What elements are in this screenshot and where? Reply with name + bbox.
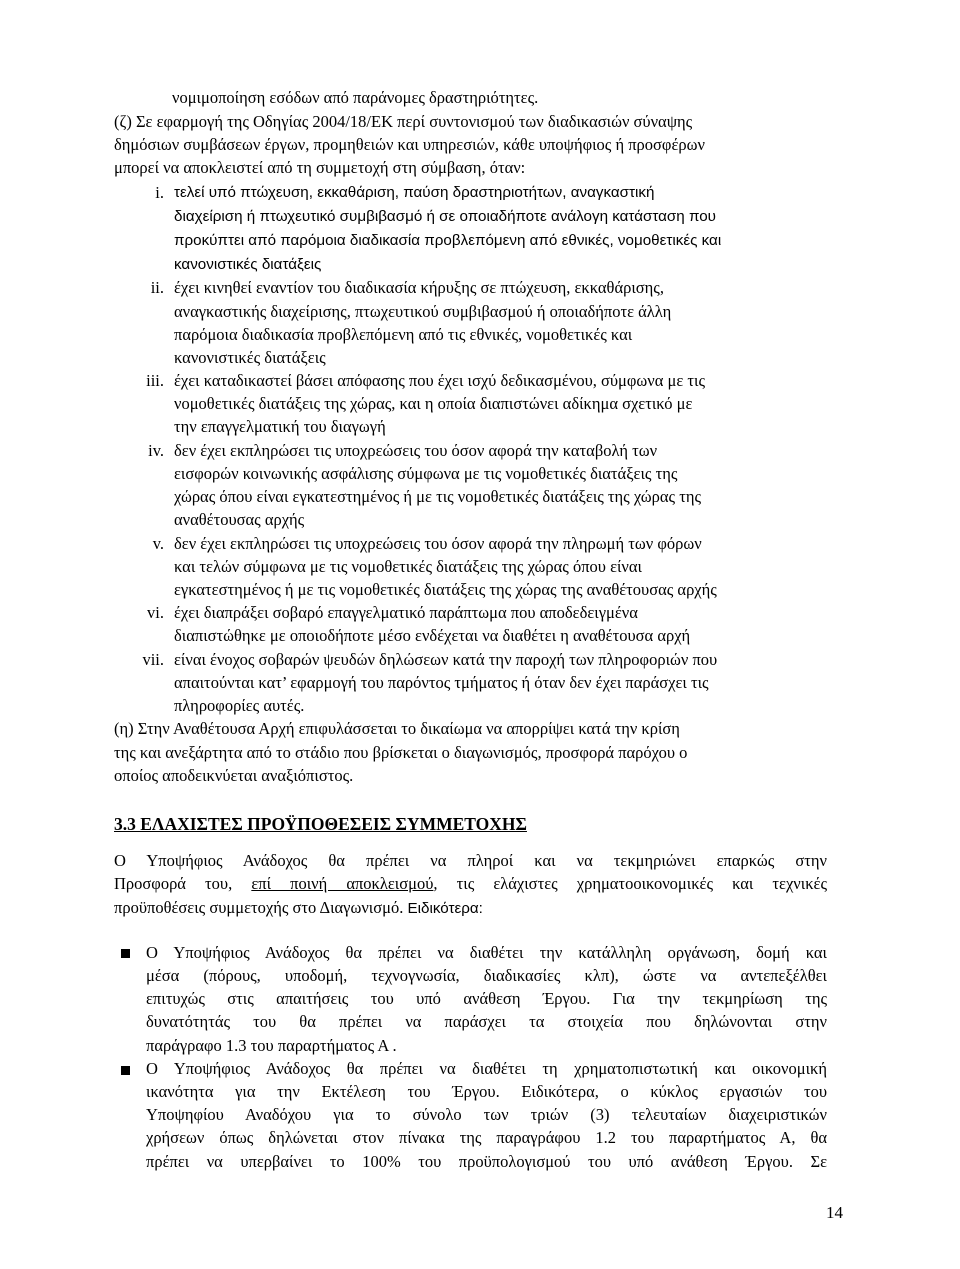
list-item-number: iii. [146,371,164,390]
list-item-line: παρόμοια διαδικασία προβλεπόμενη από τις εθνικές, νομοθετικές και [174,325,633,344]
paragraph-z-line-2: δημόσιων συμβάσεων έργων, προμηθειών και υπηρεσιών, κάθε υποψήφιος ή προσφέρων [114,135,705,154]
intro-line-1: Ο Υποψήφιος Ανάδοχος θα πρέπει να πληροί και να τεκμηριώνει επαρκώς στην [114,851,827,870]
intro-line-2 [114,873,827,895]
list-item-number: v. [152,534,164,553]
bullet-line: μέσα (πόρους, υποδομή, τεχνογνωσία, διαδικασίες κλπ), ώστε να αντεπεξέλθει [146,966,827,985]
paragraph-eta-line-2: της και ανεξάρτητα από το στάδιο που βρίσκεται ο διαγωνισμός, προσφορά παρόχου ο [114,743,688,762]
list-item-line: εγκατεστημένος ή με τις νομοθετικές διατάξεις της χώρας της αναθέτουσας αρχής [174,580,717,599]
bullet-line: Ο Υποψήφιος Ανάδοχος θα πρέπει να διαθέτει τη χρηματοπιστωτική και οικονομική [146,1059,827,1078]
list-item-line: και τελών σύμφωνα με τις νομοθετικές διατάξεις της χώρας όπου είναι [174,557,642,576]
paragraph-z-line-1: (ζ) Σε εφαρμογή της Οδηγίας 2004/18/ΕΚ περί συντονισμού των διαδικασιών σύναψης [114,112,693,131]
list-item-number: vii. [142,650,164,669]
list-item-line: διαπιστώθηκε με οποιοδήποτε μέσο ενδέχεται να διαθέτει η αναθέτουσα αρχή [174,626,691,645]
list-item-line: αναγκαστικής διαχείρισης, πτωχευτικού συμβιβασμού ή οποιαδήποτε άλλη [174,302,672,321]
bullet-line: παράγραφο 1.3 του παραρτήματος Α . [146,1036,397,1055]
paragraph-z-line-3: μπορεί να αποκλειστεί από τη συμμετοχή στη σύμβαση, όταν: [114,158,526,177]
continuation-text: νομιμοποίηση εσόδων από παράνομες δραστηριότητες. [172,88,539,107]
list-item-line: εισφορών κοινωνικής ασφάλισης σύμφωνα με τις νομοθετικές διατάξεις της [174,464,678,483]
list-item-line: χώρας όπου είναι εγκατεστημένος ή με τις νομοθετικές διατάξεις της χώρας της [174,487,701,506]
square-bullet-icon [121,949,130,958]
list-item-number: vi. [147,603,164,622]
bullet-line: Ο Υποψήφιος Ανάδοχος θα πρέπει να διαθέτει την κατάλληλη οργάνωση, δομή και [146,943,827,962]
list-item-number: iv. [148,441,164,460]
intro-text: προϋποθέσεις συμμετοχής στο Διαγωνισμό. [114,898,408,917]
bullet-line: Υποψηφίου Αναδόχου για το σύνολο των τριών (3) τελευταίων διαχειριστικών [146,1105,827,1124]
list-item-line: νομοθετικές διατάξεις της χώρας, και η οποία διαπιστώνει αδίκημα σχετικό με [174,394,693,413]
intro-text: , τις ελάχιστες χρηματοοικονομικές και τεχνικές [433,874,827,893]
intro-text: Ειδικότερα: [407,900,483,917]
list-item-line: έχει κινηθεί εναντίον του διαδικασία κήρυξης σε πτώχευση, εκκαθάρισης, [174,278,664,297]
list-item-line: κανονιστικές διατάξεις [174,256,322,273]
list-item-line: διαχείριση ή πτωχευτικό συμβιβασμό ή σε οποιαδήποτε ανάλογη κατάσταση που [174,208,716,225]
list-item-line: έχει διαπράξει σοβαρό επαγγελματικό παράπτωμα που αποδεδειγμένα [174,603,638,622]
list-item-number: ii. [150,278,164,297]
list-item-line: αναθέτουσας αρχής [174,510,305,529]
paragraph-eta-line-3: οποίος αποδεικνύεται αναξιόπιστος. [114,766,354,785]
list-item-line: δεν έχει εκπληρώσει τις υποχρεώσεις του όσον αφορά την πληρωμή των φόρων [174,534,702,553]
bullet-line: ικανότητα για την Εκτέλεση του Έργου. Ειδικότερα, ο κύκλος εργασιών του [146,1082,827,1101]
list-item-line: προκύπτει από παρόμοια διαδικασία προβλεπόμενη από εθνικές, νομοθετικές και [174,232,722,249]
list-item-line: την επαγγελματική του διαγωγή [174,417,386,436]
bullet-line: πρέπει να υπερβαίνει το 100% του προϋπολογισμού του υπό ανάθεση Έργου. Σε [146,1152,827,1171]
bullet-line: δυνατότητάς του θα πρέπει να παράσχει τα στοιχεία που δηλώνονται στην [146,1012,827,1031]
list-item-line: είναι ένοχος σοβαρών ψευδών δηλώσεων κατά την παροχή των πληροφοριών που [174,650,718,669]
list-item-line: απαιτούνται κατ’ εφαρμογή του παρόντος τμήματος ή όταν δεν έχει παράσχει τις [174,673,709,692]
list-item-line: κανονιστικές διατάξεις [174,348,326,367]
exclusion-emphasis: επί ποινή αποκλεισμού [251,874,434,893]
list-item-number: i. [155,183,164,202]
list-item-line: έχει καταδικαστεί βάσει απόφασης που έχει ισχύ δεδικασμένου, σύμφωνα με τις [174,371,706,390]
section-heading: 3.3 ΕΛΑΧΙΣΤΕΣ ΠΡΟΫΠΟΘΕΣΕΙΣ ΣΥΜΜΕΤΟΧΗΣ [114,814,527,834]
bullet-line: επιτυχώς στις απαιτήσεις του υπό ανάθεση Έργου. Για την τεκμηρίωση της [146,989,827,1008]
intro-text: Προσφορά του, [114,874,252,893]
list-item-line: πληροφορίες αυτές. [174,696,305,715]
intro-line-3 [114,897,483,920]
paragraph-eta-line-1: (η) Στην Αναθέτουσα Αρχή επιφυλάσσεται το δικαίωμα να απορρίψει κατά την κρίση [114,719,680,738]
square-bullet-icon [121,1066,130,1075]
page-number: 14 [826,1203,843,1222]
list-item-line: τελεί υπό πτώχευση, εκκαθάριση, παύση δραστηριοτήτων, αναγκαστική [174,184,655,201]
bullet-line: χρήσεων όπως δηλώνεται στον πίνακα της παραγράφου 1.2 του παραρτήματος Α, θα [146,1128,827,1147]
list-item-line: δεν έχει εκπληρώσει τις υποχρεώσεις του όσον αφορά την καταβολή των [174,441,658,460]
